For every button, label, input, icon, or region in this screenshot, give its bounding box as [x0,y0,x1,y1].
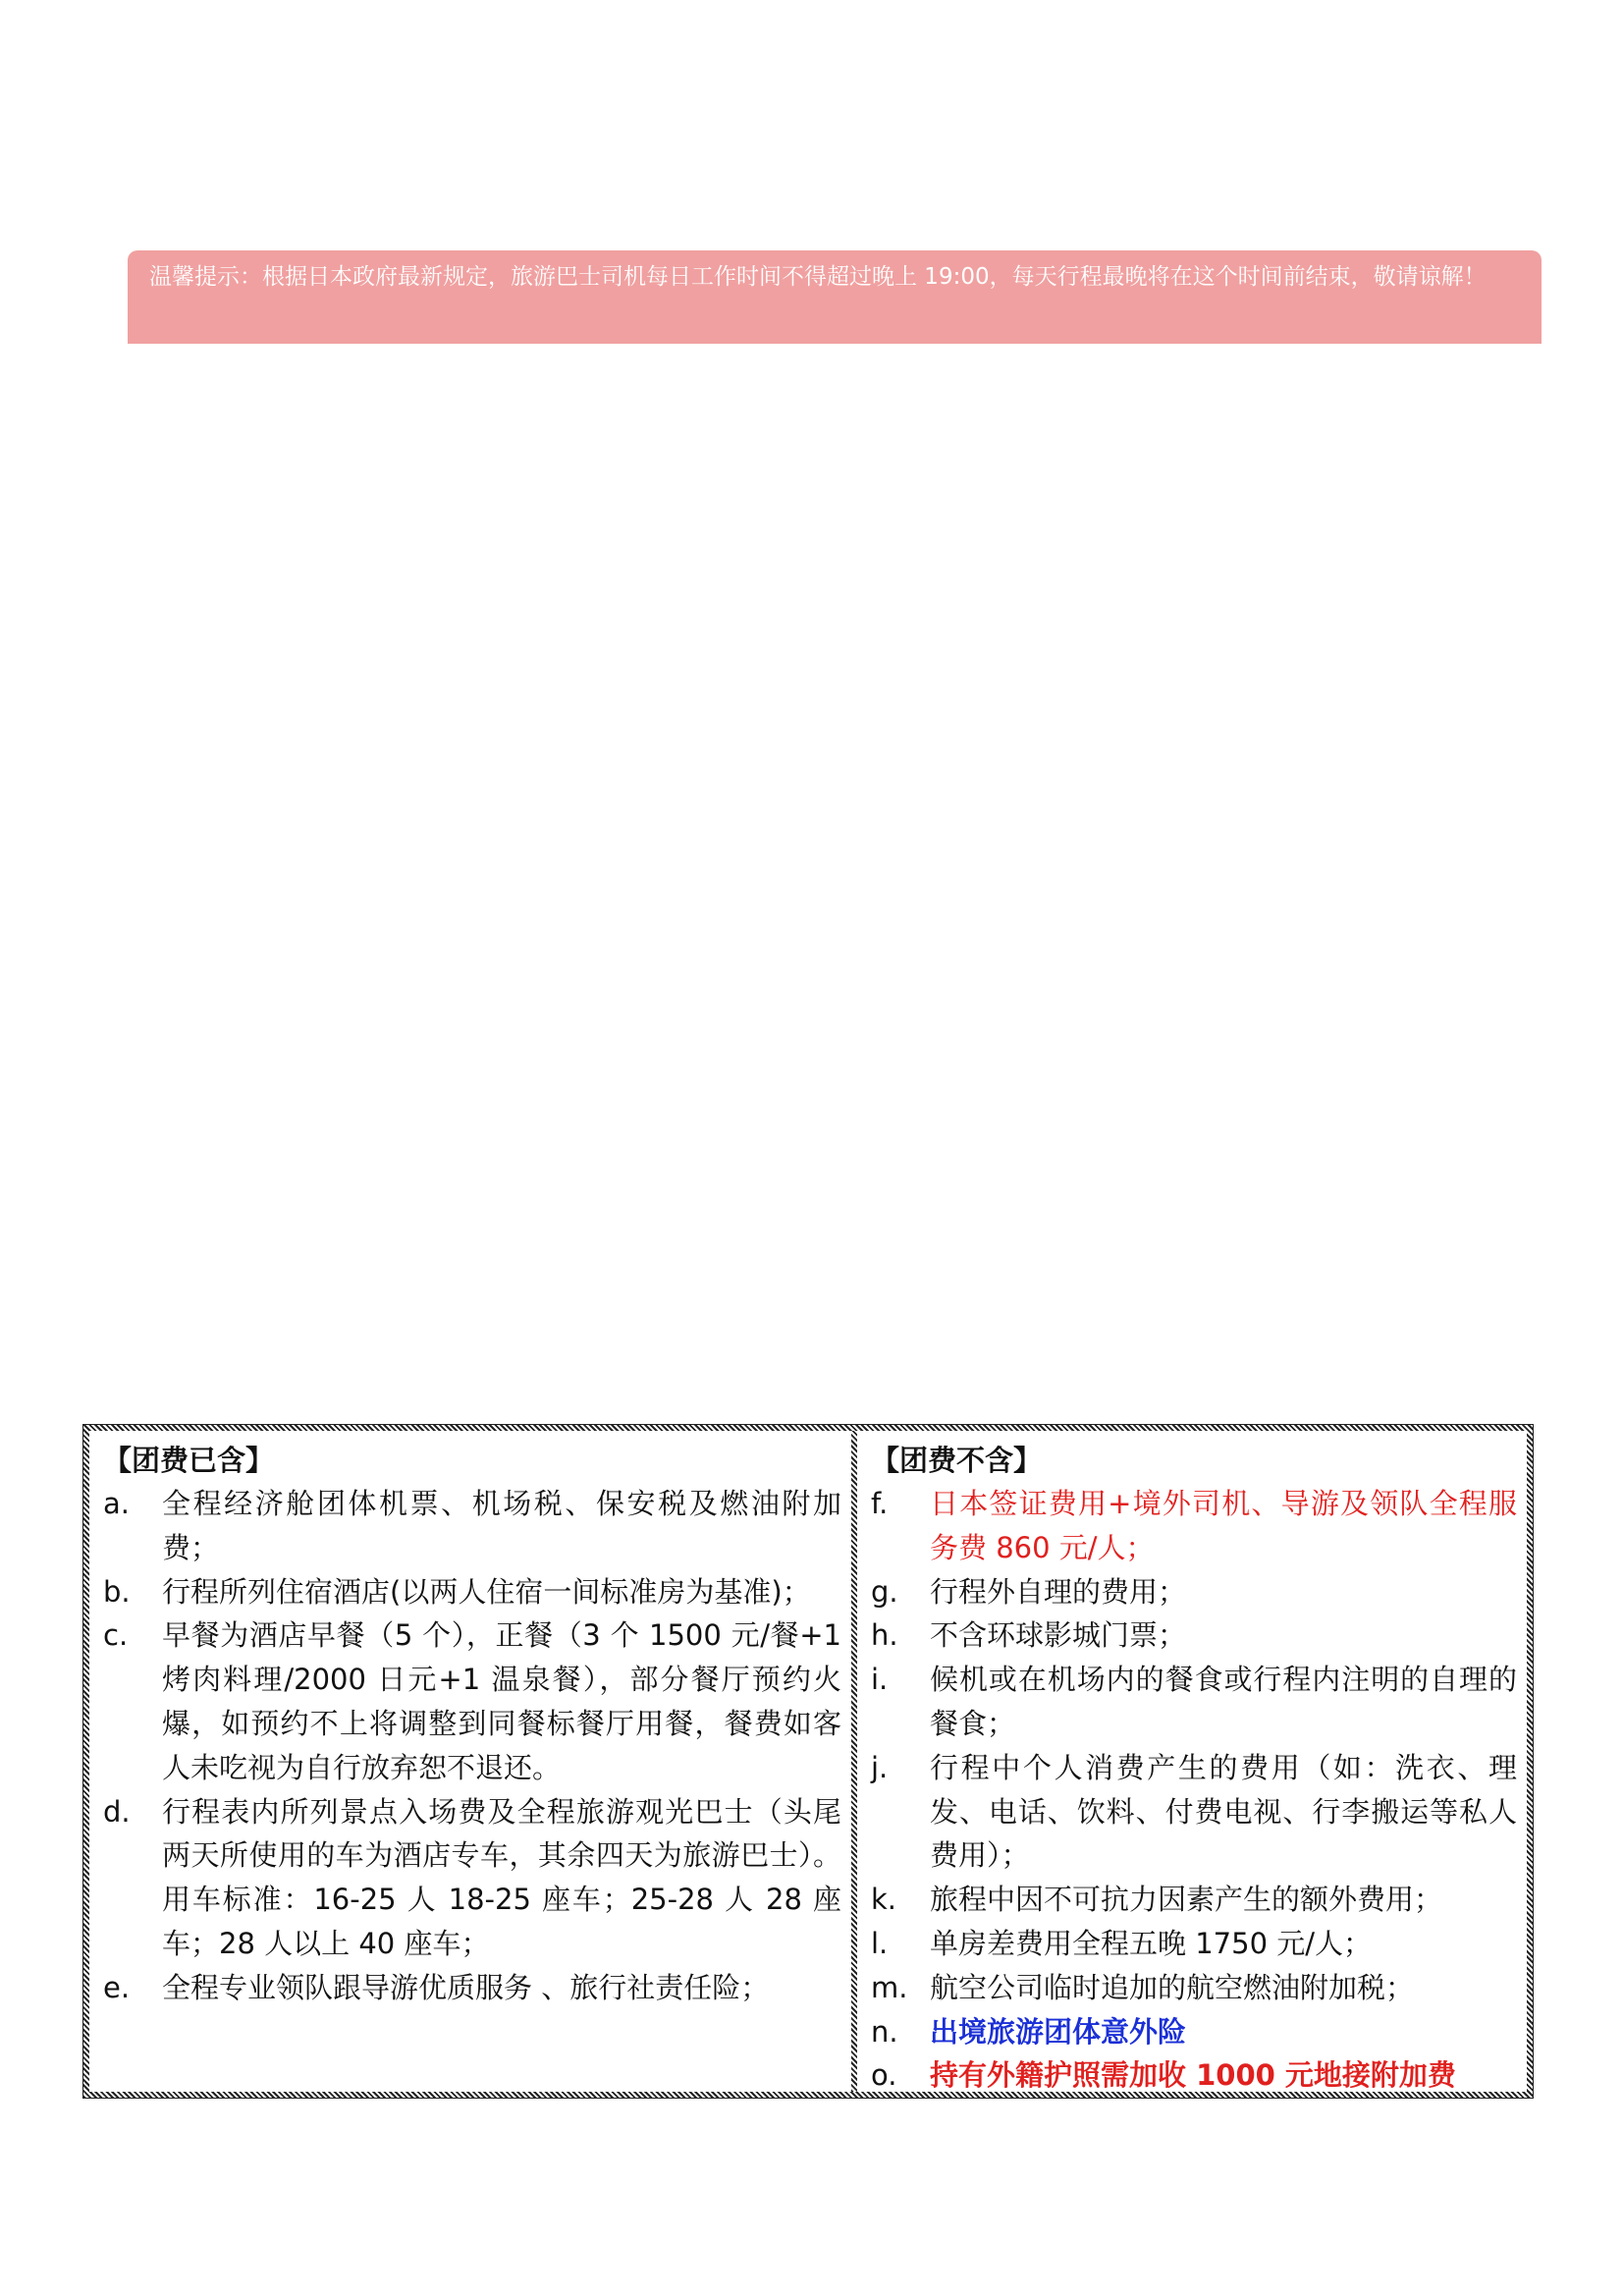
excluded-item [871,1966,1517,2010]
included-item-text: 全程专业领队跟导游优质服务 、旅行社责任险； [162,1970,770,2004]
excluded-item-text: 行程中个人消费产生的费用（如：洗衣、理发、电话、饮料、付费电视、行李搬运等私人费用）； [930,1750,1517,1873]
included-item-letter: e. [103,1970,131,2004]
included-title: 【团费已含】 [103,1444,275,1477]
excluded-item [871,1482,1517,1570]
excluded-title: 【团费不含】 [871,1444,1043,1477]
included-item [103,1482,841,1570]
excluded-item-letter: o. [871,2058,897,2092]
included-item-letter: b. [103,1574,131,1609]
notice-banner [128,250,1542,344]
excluded-item-letter: g. [871,1574,898,1609]
excluded-item-text: 单房差费用全程五晚 1750 元/人； [930,1926,1373,1960]
excluded-item [871,1613,1517,1658]
excluded-item-text: 行程外自理的费用； [930,1574,1187,1609]
excluded-item-text: 持有外籍护照需加收 1000 元地接附加费 [930,2058,1456,2092]
included-item [103,1570,841,1614]
excluded-item [871,1570,1517,1614]
excluded-item-text: 不含环球影城门票； [930,1618,1187,1653]
excluded-item-text: 日本签证费用+境外司机、导游及领队全程服务费 860 元/人； [930,1487,1517,1564]
included-item [103,1790,841,1966]
excluded-item-letter: j. [871,1750,889,1784]
excluded-item-letter: h. [871,1618,898,1653]
excluded-item-text: 航空公司临时追加的航空燃油附加税； [930,1970,1415,2004]
excluded-item-letter: f. [871,1487,889,1520]
excluded-item [871,1922,1517,1966]
included-list [103,1482,841,2010]
included-item-text: 行程表内所列景点入场费及全程旅游观光巴士（头尾两天所使用的车为酒店专车，其余四天为旅游巴士）。用车标准：16-25 人 18-25 座车；25-28 人 28 座车；28 人以上 40 座车； [162,1794,841,1960]
excluded-item-letter: m. [871,1970,908,2004]
excluded-item [871,2053,1517,2092]
excluded-list [871,1482,1517,2092]
excluded-item-text: 旅程中因不可抗力因素产生的额外费用； [930,1883,1443,1917]
included-item-text: 全程经济舱团体机票、机场税、保安税及燃油附加费； [162,1487,841,1564]
excluded-item-letter: k. [871,1883,897,1917]
excluded-item [871,1746,1517,1878]
excluded-item-letter: i. [871,1663,889,1697]
excluded-item [871,2010,1517,2054]
excluded-item-text: 出境旅游团体意外险 [930,2014,1187,2049]
included-item-text: 早餐为酒店早餐（5 个），正餐（3 个 1500 元/餐+1 烤肉料理/2000 日元+1 温泉餐），部分餐厅预约火爆，如预约不上将调整到同餐标餐厅用餐，餐费如客人未吃视为自行放弃恕不退还。 [162,1618,841,1784]
included-item [103,1613,841,1789]
included-item [103,1966,841,2010]
excluded-item [871,1878,1517,1922]
fee-table [82,1424,1534,2099]
excluded-item-letter: n. [871,2014,898,2049]
excluded-column [857,1431,1527,2092]
included-item-letter: c. [103,1618,129,1653]
excluded-item-text: 候机或在机场内的餐食或行程内注明的自理的餐食； [930,1663,1517,1740]
excluded-item-letter: l. [871,1926,889,1960]
excluded-item [871,1658,1517,1746]
notice-text: 温馨提示：根据日本政府最新规定，旅游巴士司机每日工作时间不得超过晚上 19:00，每天行程最晚将在这个时间前结束，敬请谅解！ [149,264,1487,290]
included-column [89,1431,851,2092]
included-item-letter: d. [103,1794,131,1829]
included-item-text: 行程所列住宿酒店(以两人住宿一间标准房为基准)； [162,1574,811,1609]
included-item-letter: a. [103,1487,130,1520]
